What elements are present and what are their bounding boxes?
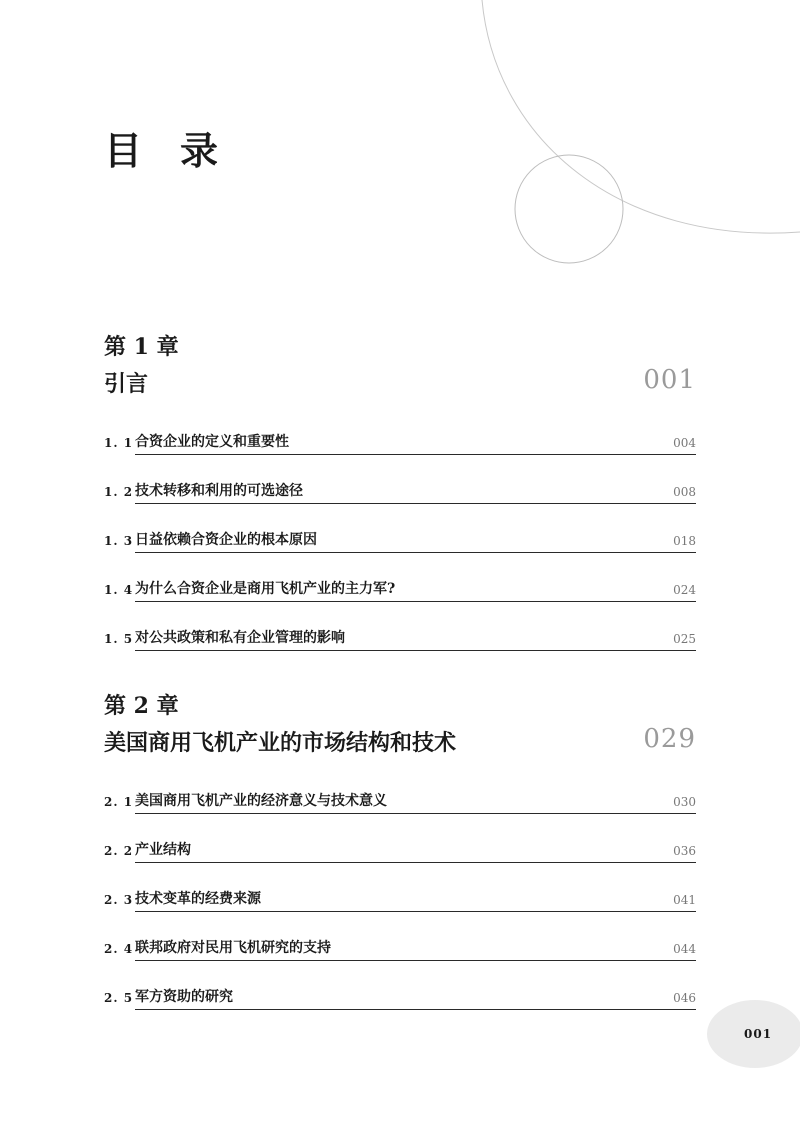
page-title: 目录 <box>104 128 257 173</box>
section-page-number: 025 <box>673 632 696 646</box>
section-number: 2. 4 <box>104 942 134 956</box>
section-number: 1. 3 <box>104 534 134 548</box>
section-title: 技术变革的经费来源 <box>135 891 261 907</box>
chapter-title: 美国商用飞机产业的市场结构和技术 <box>104 730 457 756</box>
large-arc <box>482 0 800 233</box>
entry-rule <box>135 601 696 602</box>
entry-rule <box>135 911 696 912</box>
toc-entry[interactable] <box>104 419 696 468</box>
section-page-number: 046 <box>673 991 696 1005</box>
chapter-2 <box>104 692 696 1023</box>
section-number: 1. 5 <box>104 632 134 646</box>
entry-rule <box>135 454 696 455</box>
chapter-heading[interactable] <box>104 365 696 405</box>
section-number: 1. 2 <box>104 485 134 499</box>
section-number: 2. 5 <box>104 991 134 1005</box>
entry-rule <box>135 650 696 651</box>
section-number: 2. 3 <box>104 893 134 907</box>
toc-entry[interactable] <box>104 566 696 615</box>
entry-rule <box>135 862 696 863</box>
section-page-number: 024 <box>673 583 696 597</box>
section-title: 合资企业的定义和重要性 <box>135 434 289 450</box>
section-title: 对公共政策和私有企业管理的影响 <box>135 630 345 646</box>
section-page-number: 030 <box>673 795 696 809</box>
section-page-number: 018 <box>673 534 696 548</box>
section-number: 2. 2 <box>104 844 134 858</box>
section-title: 日益依赖合资企业的根本原因 <box>135 532 317 548</box>
toc-entry[interactable] <box>104 778 696 827</box>
entry-rule <box>135 1009 696 1010</box>
section-page-number: 004 <box>673 436 696 450</box>
toc-entry[interactable] <box>104 468 696 517</box>
entry-rule <box>135 503 696 504</box>
toc-entry[interactable] <box>104 827 696 876</box>
section-page-number: 008 <box>673 485 696 499</box>
entry-rule <box>135 960 696 961</box>
section-number: 2. 1 <box>104 795 134 809</box>
section-number: 1. 1 <box>104 436 134 450</box>
section-title: 为什么合资企业是商用飞机产业的主力军? <box>135 581 396 597</box>
page-number: 001 <box>744 1027 773 1041</box>
chapter-heading[interactable] <box>104 724 696 764</box>
toc-entry[interactable] <box>104 876 696 925</box>
section-list <box>104 778 696 1023</box>
chapter-page-number: 001 <box>643 365 696 395</box>
section-page-number: 044 <box>673 942 696 956</box>
chapter-number: 第 2 章 <box>104 693 179 719</box>
section-list <box>104 419 696 664</box>
chapter-page-number: 029 <box>643 724 696 754</box>
section-number: 1. 4 <box>104 583 134 597</box>
section-page-number: 041 <box>673 893 696 907</box>
chapter-number: 第 1 章 <box>104 334 179 360</box>
section-title: 技术转移和利用的可选途径 <box>135 483 303 499</box>
chapter-title: 引言 <box>104 371 149 397</box>
small-circle <box>515 155 623 263</box>
toc-entry[interactable] <box>104 615 696 664</box>
entry-rule <box>135 813 696 814</box>
toc-entry[interactable] <box>104 517 696 566</box>
chapter-1 <box>104 333 696 664</box>
entry-rule <box>135 552 696 553</box>
section-title: 军方资助的研究 <box>135 989 233 1005</box>
section-title: 美国商用飞机产业的经济意义与技术意义 <box>135 793 387 809</box>
toc-entry[interactable] <box>104 974 696 1023</box>
section-title: 联邦政府对民用飞机研究的支持 <box>135 940 331 956</box>
toc-entry[interactable] <box>104 925 696 974</box>
section-title: 产业结构 <box>135 842 191 858</box>
section-page-number: 036 <box>673 844 696 858</box>
